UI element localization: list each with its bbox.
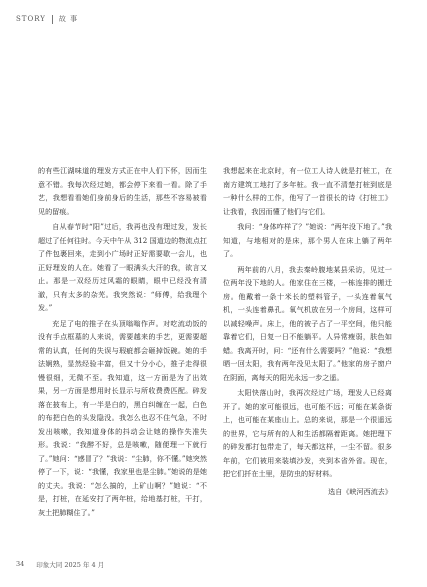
section-label: STORY bbox=[16, 15, 46, 23]
left-column bbox=[38, 164, 207, 521]
paragraph: 我问：“身体咋样了？”她说：“两年没下地了。”我知道，与地相对的是床，那个男人在床上躺了两年了。 bbox=[223, 222, 392, 258]
article-body bbox=[38, 164, 392, 521]
paragraph: 我想起来在北京时，有一位工人诗人就是打桩工，在南方建筑工地打了多年桩。我一直不清楚打桩到底是一种什么样的工作，他写了一首很长的诗《打桩工》让我看，我因而懂了他们与它们。 bbox=[223, 166, 392, 216]
right-column bbox=[223, 164, 392, 521]
paragraph: 自从春节时“阳”过后，我再也没有理过发，发长超过了任何往时。今天中午从 312 国道边的物流点扛了件包裹回来，走到小广场时正好需要歇一会儿，也正好理发的人在。她看了一眼满头大汗的我，欲言又止。那是一双经历过风霜的眼睛，眼中已经没有清澈，只有太多的杂芜。我突然说：“师傅，给我理个发。” bbox=[38, 222, 207, 312]
source-credit: 选自《峡河西流去》 bbox=[328, 486, 392, 496]
paragraph: 的有些江湖味道的理发方式正在中人们下怀，因而生意不错。我每次经过她，都会停下来看一看。除了手艺，我想看看她们身前身后的生活，那些不容易被看见的留痕。 bbox=[38, 166, 207, 216]
paragraph: 充足了电的推子在头顶嗡嗡作声。对吃流动饭的没有手点框墓的人来说，需要越来的手艺，更需要超常的认真，任何的失误与瑕疵都会砸掉饭碗。她的手法娴熟，显然经验丰富，但又十分小心，推子走得很慢很细，无微不至。我知道，这一方面是为了出效果，另一方面是想用时长显示与所收费费匹配。碎发落在披布上，有一半是白的，黑白纠缠在一起，白色的布把白色的头发隐没。我怎么也忍不住气急，不时发出咳嗽，我知道身体的抖动会让她的操作失准失形。我说：“我醉不好，总是咳嗽，随便理一下就行了。”她问：“感冒了？”我说：“尘肺，你不懂。”她突然停了一下，说：“我懂，我家里也是尘肺。”她说的是她的丈夫。我说：“怎么搞的，上矿山啊？”她说：“不是，打桩，在延安打了两年桩，给地基打桩，干打，灰土把肺糊住了。” bbox=[38, 318, 207, 517]
section-header bbox=[16, 14, 78, 24]
page-footer bbox=[16, 560, 104, 569]
paragraph: 两年前的八月，我去秦岭腹地某县采访，见过一位两年没下地的人。他家住在三楼，一栋连排的搬迁房。他戴着一条十米长的塑料管子，一头连着氧气机，一头连着鼻孔。氧气机放在另一个房间，这样可以减轻噪声。床上，他的被子占了一平空间，他只能靠着它们，日复一日不能躺平。人异常瘦弱，肤色如蜡。我离开时，问：“还有什么需要吗？”他说：“我想晒一回太阳，我有两年没见太阳了。”他家的房子窗户在阴面，离每天的阳光永远一步之遥。 bbox=[223, 264, 392, 382]
paragraph: 太阳快落山时，我再次经过广场，理发人已经离开了。她的家可能很远，也可能不远；可能在某条街上，也可能在某座山上。总的来说，那是一个很遥远的世界，它与所有的人和生活都隔着距离。她把理下的碎发都打包带走了，每天都这样，一尘不留。很多年前，它们被用来装填沙发，夹到本省外省。现在，把它们扦在土里，是防虫的好材料。 bbox=[223, 388, 392, 478]
category-label: 故 事 bbox=[58, 15, 79, 23]
header-divider bbox=[52, 15, 53, 24]
magazine-issue: 印象大同 2025 年 4 月 bbox=[36, 561, 105, 569]
page-number: 34 bbox=[16, 560, 25, 568]
